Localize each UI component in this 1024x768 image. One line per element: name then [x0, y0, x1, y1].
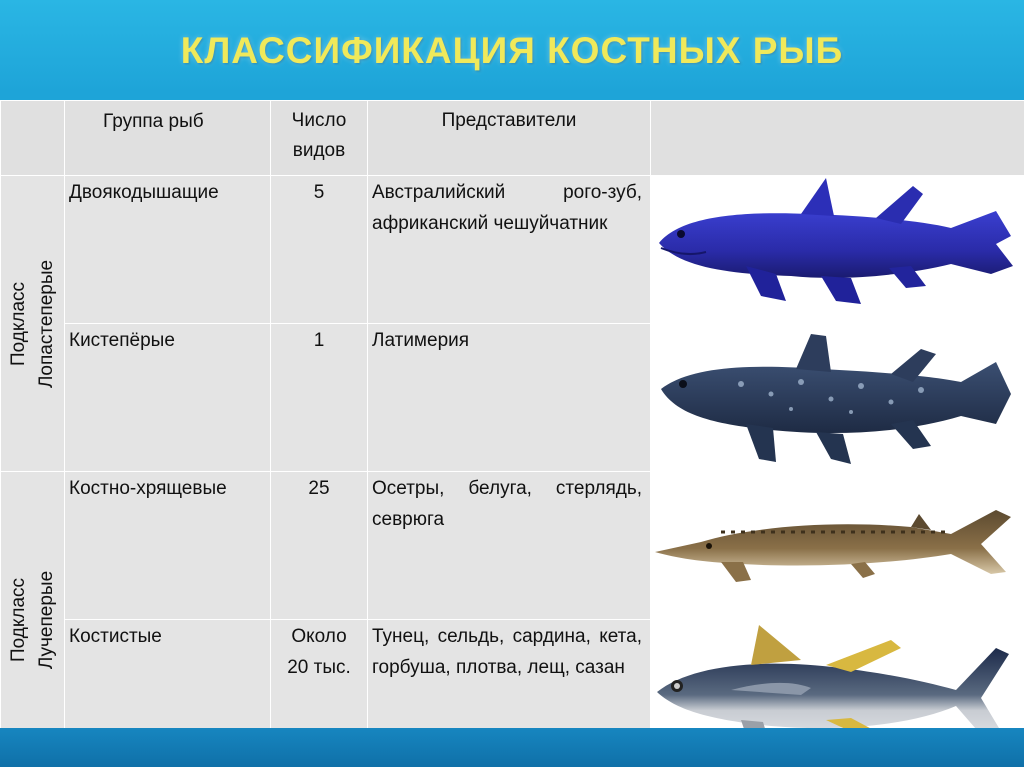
header-row — [1, 101, 1024, 176]
header-count-line: Число — [271, 106, 367, 136]
representatives-cell: Тунец, сельдь, сардина, кета, горбуша, плотва, лещ, сазан — [368, 620, 651, 768]
group-cell: Кистепёрые — [65, 324, 271, 472]
blue-lobe-finned-fish-image — [651, 176, 1021, 323]
group-cell: Двоякодышащие — [65, 176, 271, 324]
header-image-cell — [651, 101, 1024, 176]
header-count — [271, 101, 368, 176]
subclass-lobe-finned — [1, 176, 65, 472]
table-row — [1, 176, 1024, 324]
header-group: Группа рыб — [65, 101, 271, 176]
table-row — [1, 472, 1024, 620]
count-cell: 1 — [271, 324, 368, 472]
coelacanth-image — [651, 324, 1021, 471]
subclass-name: Лучеперые — [33, 570, 61, 668]
count-line: Около — [271, 621, 367, 652]
count-line: 20 тыс. — [271, 652, 367, 683]
header-count-line: видов — [271, 136, 367, 166]
representatives-cell: Латимерия — [368, 324, 651, 472]
fish-image-cell — [651, 324, 1024, 472]
sturgeon-image — [651, 472, 1021, 619]
representatives-cell: Австралийский рого-зуб, африканский чешуйчатник — [368, 176, 651, 324]
fish-image-cell — [651, 472, 1024, 620]
slide-title: КЛАССИФИКАЦИЯ КОСТНЫХ РЫБ — [0, 30, 1024, 72]
subclass-label: Подкласс — [5, 259, 33, 387]
count-cell: 5 — [271, 176, 368, 324]
header-representatives: Представители — [368, 101, 651, 176]
bottom-band — [0, 728, 1024, 767]
group-cell: Костистые — [65, 620, 271, 768]
header-corner-cell — [1, 101, 65, 176]
classification-table — [0, 100, 1024, 729]
representatives-cell: Осетры, белуга, стерлядь, севрюга — [368, 472, 651, 620]
table-row — [1, 324, 1024, 472]
subclass-label: Подкласс — [5, 570, 33, 668]
group-cell: Костно-хрящевые — [65, 472, 271, 620]
subclass-ray-finned — [1, 472, 65, 768]
count-cell: 25 — [271, 472, 368, 620]
fish-image-cell — [651, 176, 1024, 324]
subclass-name: Лопастеперые — [33, 259, 61, 387]
